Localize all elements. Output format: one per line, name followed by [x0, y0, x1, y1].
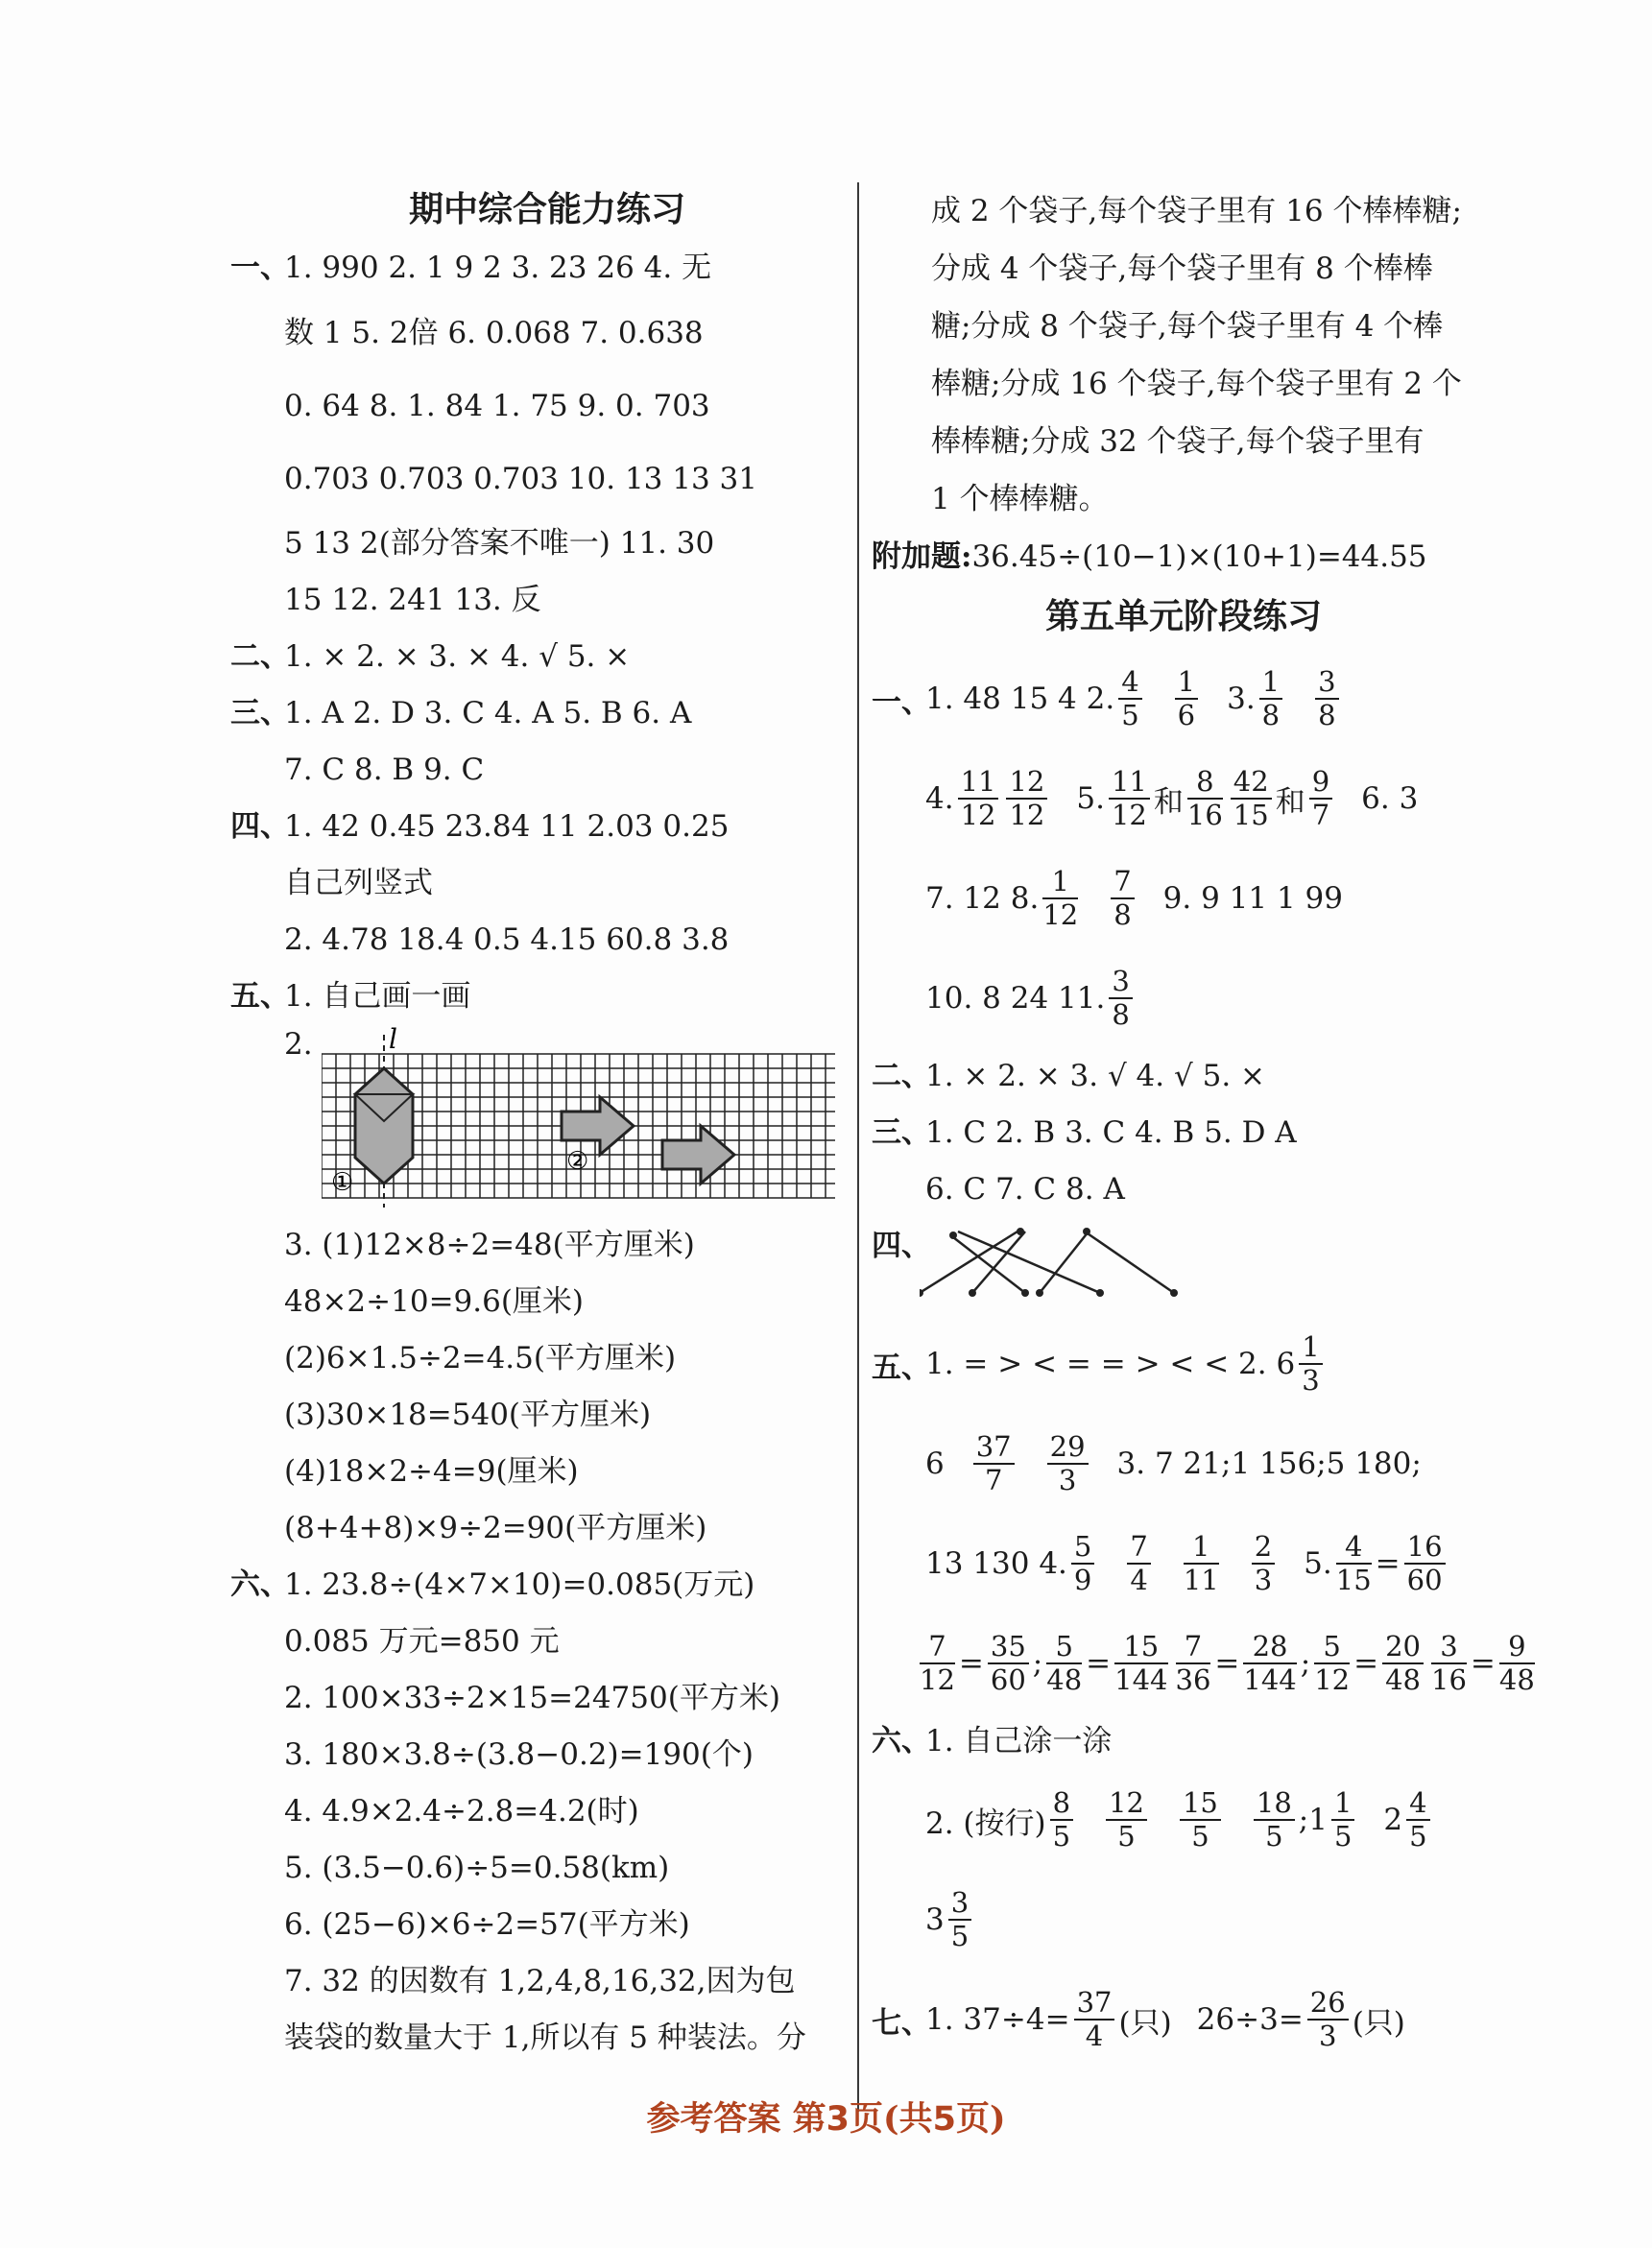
- answer-line: 七、 1. 37÷4= $\frac{37}{4}$ (只) 26÷3= $\frac{26}{3}$ (只): [872, 1985, 1405, 2052]
- fraction: $\frac{1}{3}$: [1299, 1331, 1322, 1398]
- fraction: $\frac{1}{5}$: [1331, 1787, 1354, 1853]
- matching-lines: [920, 1218, 1208, 1314]
- answer-line: 15 12. 241 13. 反: [284, 583, 541, 617]
- answer-line: 三、1. A 2. D 3. C 4. A 5. B 6. A: [230, 696, 692, 730]
- column-divider: [857, 182, 859, 2112]
- fraction: $\frac{8}{16}$: [1186, 764, 1223, 831]
- fraction: $\frac{42}{15}$: [1231, 766, 1272, 832]
- fraction: $\frac{15}{144}$: [1114, 1629, 1168, 1696]
- answer-line: 六、1. 自己涂一涂: [872, 1724, 1113, 1758]
- grid-figure: [322, 1025, 859, 1217]
- page-footer: 参考答案 第3页(共5页): [646, 2099, 1006, 2139]
- fraction: $\frac{7}{36}$: [1175, 1629, 1211, 1696]
- answer-line: 装袋的数量大于 1,所以有 5 种装法。分: [284, 2021, 806, 2055]
- answer-line: 五、1. 自己画一画: [230, 979, 471, 1014]
- fraction: $\frac{20}{48}$: [1382, 1631, 1424, 1697]
- answer-line: 48×2÷10=9.6(厘米): [284, 1284, 585, 1319]
- fraction: $\frac{28}{144}$: [1243, 1629, 1297, 1696]
- fraction: $\frac{16}{60}$: [1404, 1531, 1446, 1597]
- fraction: $\frac{11}{12}$: [958, 766, 999, 832]
- answer-line: 棒糖;分成 16 个袋子,每个袋子里有 2 个: [931, 367, 1462, 401]
- fraction: $\frac{1}{8}$: [1259, 666, 1282, 732]
- answer-line: 3. (1)12×8÷2=48(平方厘米): [284, 1228, 695, 1262]
- answer-line: 13 130 4. $\frac{5}{9}$ $\frac{7}{4}$ $\frac{1}{11}$ $\frac{2}{3}$ 5. $\frac{4}{15}$ = $\frac{16}{60}$: [872, 1514, 1496, 1614]
- answer-line: 1 个棒棒糖。: [931, 482, 1109, 516]
- answer-line: 0. 64 8. 1. 84 1. 75 9. 0. 703: [284, 389, 710, 423]
- answer-line: 2. 4.78 18.4 0.5 4.15 60.8 3.8: [284, 922, 730, 957]
- figure-marker-1: ①: [331, 1168, 354, 1197]
- fraction: $\frac{7}{12}$: [920, 1629, 955, 1696]
- answer-line: 数 1 5. 2倍 6. 0.068 7. 0.638: [284, 316, 704, 350]
- fraction: $\frac{3}{8}$: [1109, 966, 1132, 1032]
- fraction: $\frac{5}{12}$: [1314, 1629, 1351, 1696]
- answer-line: 7. C 8. B 9. C: [284, 753, 485, 787]
- fraction: $\frac{35}{60}$: [988, 1631, 1029, 1697]
- answer-line: 6. (25−6)×6÷2=57(平方米): [284, 1907, 690, 1942]
- answer-line: (8+4+8)×9÷2=90(平方厘米): [284, 1511, 707, 1545]
- answer-line: 成 2 个袋子,每个袋子里有 16 个棒棒糖;: [931, 194, 1462, 228]
- fraction: $\frac{1}{6}$: [1175, 666, 1198, 732]
- fraction: $\frac{5}{48}$: [1046, 1629, 1083, 1696]
- answer-line: 二、1. × 2. × 3. × 4. √ 5. ×: [230, 639, 631, 674]
- section-title-unit5: 第五单元阶段练习: [1044, 597, 1322, 636]
- answer-line: 自己列竖式: [284, 866, 433, 900]
- axis-label: l: [389, 1025, 397, 1055]
- answer-line: 0.703 0.703 0.703 10. 13 13 31: [284, 462, 758, 496]
- fraction: $\frac{11}{12}$: [1109, 766, 1150, 832]
- answer-line: (2)6×1.5÷2=4.5(平方厘米): [284, 1341, 677, 1375]
- answer-line: 7. 12 8. $\frac{1}{12}$ $\frac{7}{8}$ 9. 9 11 1 99: [925, 864, 1344, 931]
- matching-figure-row: 四、: [872, 1218, 1496, 1314]
- fraction: $\frac{12}{5}$: [1106, 1787, 1147, 1853]
- answer-line: 2. 100×33÷2×15=24750(平方米): [284, 1681, 780, 1715]
- fraction: $\frac{12}{12}$: [1006, 766, 1047, 832]
- answer-line: 4. 4.9×2.4÷2.8=4.2(时): [284, 1794, 639, 1829]
- answer-line: (4)18×2÷4=9(厘米): [284, 1454, 579, 1489]
- answer-line: 分成 4 个袋子,每个袋子里有 8 个棒棒: [931, 251, 1433, 286]
- answer-line: 4. $\frac{11}{12}$ $\frac{12}{12}$ 5. $\frac{11}{12}$ 和 $\frac{8}{16}$ $\frac{42}{15}$ 和 $\frac{9}{7}$ 6. 3: [925, 764, 1419, 831]
- figure-marker-2: ②: [566, 1147, 589, 1176]
- fraction: $\frac{37}{4}$: [1074, 1987, 1115, 2053]
- answer-line: 五、 1. = > < = = > < < 2. 6 $\frac{1}{3}$: [872, 1314, 1496, 1414]
- fraction: $\frac{5}{9}$: [1071, 1531, 1094, 1597]
- answer-line: 5 13 2(部分答案不唯一) 11. 30: [284, 526, 715, 561]
- answer-line: 六、1. 23.8÷(4×7×10)=0.085(万元): [230, 1567, 755, 1602]
- answer-line: 一、1. 990 2. 1 9 2 3. 23 26 4. 无: [230, 251, 712, 285]
- fraction: $\frac{26}{3}$: [1307, 1987, 1349, 2053]
- fraction: $\frac{3}{5}$: [948, 1887, 971, 1953]
- fraction: $\frac{9}{48}$: [1498, 1629, 1535, 1696]
- fraction: $\frac{8}{5}$: [1050, 1787, 1073, 1853]
- fraction: $\frac{4}{5}$: [1406, 1787, 1429, 1853]
- answer-line: $\frac{7}{12}$ = $\frac{35}{60}$ ; $\frac{5}{48}$ = $\frac{15}{144}$ $\frac{7}{36}$ = $\frac{28}{144}$ ; $\frac{5}{12}$ = $\frac{20}{48}$ $\frac{3}{16}$ = $\frac{9}{48}$: [920, 1629, 1535, 1696]
- answer-line: 5. (3.5−0.6)÷5=0.58(km): [284, 1851, 670, 1885]
- answer-line: 10. 8 24 11. $\frac{3}{8}$: [872, 948, 1496, 1048]
- left-column: [230, 182, 864, 2067]
- answer-line: 一、 1. 48 15 4 2. $\frac{4}{5}$ $\frac{1}{6}$ 3. $\frac{1}{8}$ $\frac{3}{8}$: [872, 649, 1496, 749]
- fraction: $\frac{1}{12}$: [1042, 864, 1079, 931]
- answer-line: 糖;分成 8 个袋子,每个袋子里有 4 个棒: [931, 309, 1444, 344]
- answer-line: 2. (按行) $\frac{8}{5}$ $\frac{12}{5}$ $\frac{15}{5}$ $\frac{18}{5}$ ;1 $\frac{1}{5}$ 2 $\frac{4}{5}$: [872, 1770, 1496, 1870]
- fraction: $\frac{2}{3}$: [1252, 1531, 1275, 1597]
- answer-line: 四、1. 42 0.45 23.84 11 2.03 0.25: [230, 809, 730, 844]
- fraction: $\frac{18}{5}$: [1254, 1787, 1295, 1853]
- answer-line: 二、1. × 2. × 3. √ 4. √ 5. ×: [872, 1059, 1266, 1093]
- answer-line: 棒棒糖;分成 32 个袋子,每个袋子里有: [931, 424, 1425, 459]
- answer-line: 0.085 万元=850 元: [284, 1624, 560, 1659]
- fraction: $\frac{7}{4}$: [1127, 1531, 1150, 1597]
- fraction: $\frac{3}{8}$: [1315, 666, 1338, 732]
- fraction: $\frac{15}{5}$: [1180, 1787, 1221, 1853]
- answer-line: (3)30×18=540(平方厘米): [284, 1398, 652, 1432]
- fraction: $\frac{3}{16}$: [1431, 1629, 1467, 1696]
- section-title-midterm: 期中综合能力练习: [408, 190, 685, 229]
- answer-line: 3 $\frac{3}{5}$: [872, 1870, 1496, 1970]
- right-column: [872, 182, 1535, 2069]
- answer-line: 三、1. C 2. B 3. C 4. B 5. D A: [872, 1115, 1297, 1150]
- fraction: $\frac{4}{5}$: [1118, 666, 1141, 732]
- answer-line: 6 $\frac{37}{7}$ $\frac{29}{3}$ 3. 7 21;1 156;5 180;: [925, 1429, 1422, 1496]
- fraction: $\frac{4}{15}$: [1335, 1529, 1372, 1596]
- answer-line: 3. 180×3.8÷(3.8−0.2)=190(个): [284, 1737, 754, 1772]
- fraction: $\frac{9}{7}$: [1309, 766, 1332, 832]
- fraction: $\frac{29}{3}$: [1047, 1431, 1089, 1497]
- answer-line: 7. 32 的因数有 1,2,4,8,16,32,因为包: [284, 1964, 796, 1998]
- bonus-line: 附加题:36.45÷(10−1)×(10+1)=44.55: [872, 539, 1427, 574]
- answer-line: 6. C 7. C 8. A: [925, 1172, 1125, 1207]
- fraction: $\frac{1}{11}$: [1183, 1529, 1219, 1596]
- fraction: $\frac{7}{8}$: [1111, 866, 1134, 932]
- grid-figure-row: 2. l ① ②: [230, 1025, 864, 1217]
- fraction: $\frac{37}{7}$: [973, 1431, 1015, 1497]
